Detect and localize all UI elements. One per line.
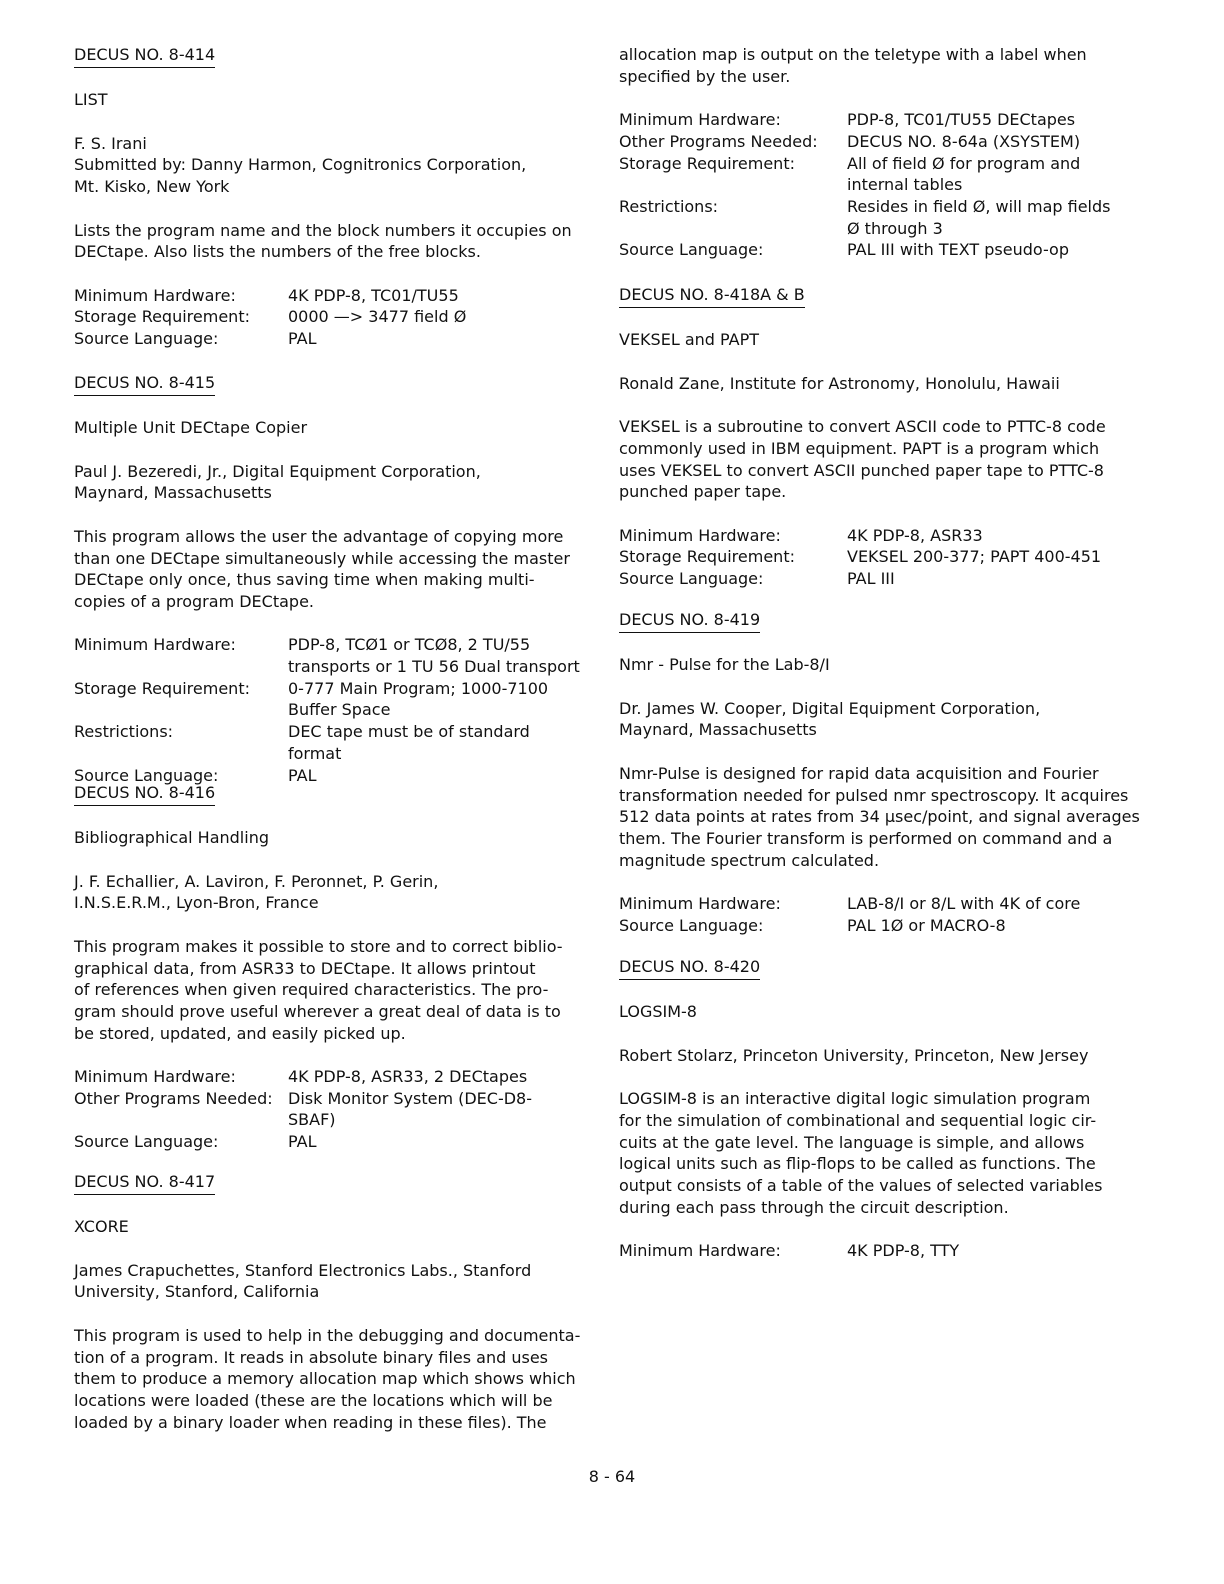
spec-value-line: DECUS NO. 8-64a (XSYSTEM) — [847, 131, 1081, 151]
description-line: locations were loaded (these are the locations which will be — [74, 1390, 553, 1410]
spec-value — [847, 915, 1149, 937]
spec-label: Restrictions: — [619, 196, 719, 216]
spec-value — [288, 1066, 584, 1088]
description-line: specified by the user. — [619, 66, 791, 86]
spec-value — [288, 1131, 584, 1153]
spec-value — [847, 239, 1149, 261]
page-number: 8 - 64 — [588, 1467, 636, 1486]
spec-value — [847, 131, 1149, 153]
spec-row — [74, 634, 584, 677]
spec-label: Restrictions: — [74, 722, 174, 742]
description-line: DECtape only once, thus saving time when making multi- — [74, 570, 535, 590]
spec-label: Storage Requirement: — [619, 153, 795, 173]
entry-header: DECUS NO. 8-418A & B — [619, 284, 805, 308]
author-line: J. F. Echallier, A. Laviron, F. Peronnet, P. Gerin, — [74, 871, 439, 891]
spec-row — [619, 239, 1149, 261]
author-line: Paul J. Bezeredi, Jr., Digital Equipment Corporation, — [74, 461, 481, 481]
description-line: graphical data, from ASR33 to DECtape. It allows printout — [74, 958, 536, 978]
spec-label: Minimum Hardware: — [74, 1067, 236, 1087]
spec-row — [74, 1131, 584, 1153]
author-line: Ronald Zane, Institute for Astronomy, Honolulu, Hawaii — [619, 373, 1060, 393]
spec-label: Minimum Hardware: — [619, 894, 781, 914]
spec-value — [288, 634, 584, 677]
entry-title: LIST — [74, 90, 108, 110]
entry-header: DECUS NO. 8-419 — [619, 609, 760, 633]
spec-label: Minimum Hardware: — [619, 110, 781, 130]
spec-row — [619, 1240, 1149, 1262]
spec-value — [288, 285, 584, 307]
spec-value — [847, 196, 1149, 239]
spec-value — [847, 546, 1149, 568]
spec-label: Minimum Hardware: — [74, 285, 236, 305]
description-line: copies of a program DECtape. — [74, 591, 314, 611]
entry-e418 — [619, 284, 1149, 590]
spec-row — [74, 678, 584, 721]
description-line: LOGSIM-8 is an interactive digital logic simulation program — [619, 1089, 1091, 1109]
entry-title: XCORE — [74, 1217, 129, 1237]
spec-value-line: LAB-8/I or 8/L with 4K of core — [847, 894, 1081, 914]
spec-label: Source Language: — [619, 915, 764, 935]
entry-e419 — [619, 609, 1149, 936]
entry-header: DECUS NO. 8-416 — [74, 782, 215, 806]
spec-value-line: PAL III — [847, 569, 895, 589]
description-line: This program is used to help in the debugging and documenta- — [74, 1325, 581, 1345]
author-line: F. S. Irani — [74, 133, 147, 153]
description-line: magnitude spectrum calculated. — [619, 850, 880, 870]
spec-label: Other Programs Needed: — [74, 1088, 273, 1108]
description-line: commonly used in IBM equipment. PAPT is a program which — [619, 438, 1100, 458]
spec-value-line: PDP-8, TCØ1 or TCØ8, 2 TU/55 — [288, 635, 531, 655]
spec-value-line: PAL — [288, 1132, 317, 1152]
spec-value-line: Ø through 3 — [847, 218, 943, 238]
entry-title: LOGSIM-8 — [619, 1002, 697, 1022]
spec-value — [288, 1088, 584, 1131]
spec-row — [74, 1088, 584, 1131]
spec-row — [619, 109, 1149, 131]
spec-label: Source Language: — [619, 569, 764, 589]
spec-label: Source Language: — [619, 240, 764, 260]
description-line: Nmr-Pulse is designed for rapid data acquisition and Fourier — [619, 763, 1099, 783]
spec-value — [847, 109, 1149, 131]
spec-value-line: PAL — [288, 329, 317, 349]
description-line: transformation needed for pulsed nmr spectroscopy. It acquires — [619, 785, 1129, 805]
description-line: gram should prove useful wherever a great deal of data is to — [74, 1001, 561, 1021]
spec-value-line: PDP-8, TC01/TU55 DECtapes — [847, 110, 1076, 130]
spec-value-line: 0-777 Main Program; 1000-7100 — [288, 678, 549, 698]
spec-value-line: 4K PDP-8, ASR33, 2 DECtapes — [288, 1067, 528, 1087]
description-line: them to produce a memory allocation map which shows which — [74, 1369, 576, 1389]
spec-value-line: PAL — [288, 765, 317, 785]
spec-value-line: SBAF) — [288, 1110, 336, 1130]
spec-value-line: PAL 1Ø or MACRO-8 — [847, 915, 1006, 935]
author-line: University, Stanford, California — [74, 1282, 320, 1302]
spec-label: Storage Requirement: — [74, 678, 250, 698]
author-line: Maynard, Massachusetts — [619, 720, 817, 740]
entry-e417cont — [619, 44, 1149, 261]
entry-header: DECUS NO. 8-414 — [74, 44, 215, 68]
spec-value-line: 0000 —> 3477 field Ø — [288, 307, 467, 327]
description-line: tion of a program. It reads in absolute binary files and uses — [74, 1347, 548, 1367]
author-line: Robert Stolarz, Princeton University, Princeton, New Jersey — [619, 1045, 1089, 1065]
spec-value-line: DEC tape must be of standard format — [288, 722, 530, 763]
spec-value — [288, 328, 584, 350]
description-line: for the simulation of combinational and sequential logic cir- — [619, 1110, 1097, 1130]
spec-value-line: PAL III with TEXT pseudo-op — [847, 240, 1069, 260]
spec-label: Minimum Hardware: — [74, 635, 236, 655]
entry-title: VEKSEL and PAPT — [619, 330, 759, 350]
spec-value — [288, 306, 584, 328]
entry-e415 — [74, 372, 584, 786]
spec-value-line: Disk Monitor System (DEC-D8- — [288, 1088, 532, 1108]
spec-row — [619, 525, 1149, 547]
spec-value-line: Buffer Space — [288, 700, 391, 720]
spec-label: Other Programs Needed: — [619, 131, 818, 151]
spec-value-line: internal tables — [847, 175, 963, 195]
entry-e417 — [74, 1171, 584, 1433]
entry-e420 — [619, 956, 1149, 1262]
spec-value-line: 4K PDP-8, TTY — [847, 1241, 960, 1261]
spec-row — [619, 153, 1149, 196]
spec-value — [847, 525, 1149, 547]
spec-value — [288, 678, 584, 721]
spec-row — [74, 328, 584, 350]
description-line: logical units such as flip-flops to be called as functions. The — [619, 1154, 1096, 1174]
description-line: be stored, updated, and easily picked up. — [74, 1023, 406, 1043]
description-line: This program allows the user the advantage of copying more — [74, 526, 564, 546]
spec-row — [619, 546, 1149, 568]
description-line: during each pass through the circuit description. — [619, 1197, 1009, 1217]
entry-e416 — [74, 782, 584, 1153]
spec-value-line: Resides in field Ø, will map fields — [847, 196, 1111, 216]
spec-label: Storage Requirement: — [74, 307, 250, 327]
spec-value — [847, 153, 1149, 196]
description-line: VEKSEL is a subroutine to convert ASCII code to PTTC-8 code — [619, 417, 1106, 437]
description-line: This program makes it possible to store and to correct biblio- — [74, 936, 563, 956]
spec-label: Minimum Hardware: — [619, 1241, 781, 1261]
author-line: James Crapuchettes, Stanford Electronics Labs., Stanford — [74, 1260, 532, 1280]
description-line: than one DECtape simultaneously while accessing the master — [74, 548, 570, 568]
description-line: uses VEKSEL to convert ASCII punched paper tape to PTTC-8 — [619, 460, 1104, 480]
spec-value-line: VEKSEL 200-377; PAPT 400-451 — [847, 547, 1102, 567]
spec-value — [847, 1240, 1149, 1262]
spec-row — [619, 131, 1149, 153]
spec-row — [74, 721, 584, 764]
spec-value — [847, 893, 1149, 915]
entry-header: DECUS NO. 8-420 — [619, 956, 760, 980]
spec-label: Minimum Hardware: — [619, 525, 781, 545]
spec-value-line: transports or 1 TU 56 Dual transport — [288, 657, 580, 677]
spec-value — [847, 568, 1149, 590]
spec-label: Source Language: — [74, 765, 219, 785]
spec-row — [74, 306, 584, 328]
author-line: Maynard, Massachusetts — [74, 483, 272, 503]
spec-value — [288, 721, 584, 764]
entry-title: Nmr - Pulse for the Lab-8/I — [619, 655, 830, 675]
spec-value-line: 4K PDP-8, TC01/TU55 — [288, 285, 459, 305]
description-line: output consists of a table of the values of selected variables — [619, 1175, 1103, 1195]
description-line: loaded by a binary loader when reading in these files). The — [74, 1412, 547, 1432]
entry-e414 — [74, 44, 584, 350]
spec-value-line: 4K PDP-8, ASR33 — [847, 525, 983, 545]
description-line: DECtape. Also lists the numbers of the free blocks. — [74, 242, 481, 262]
description-line: allocation map is output on the teletype with a label when — [619, 45, 1087, 64]
spec-value-line: All of field Ø for program and — [847, 153, 1081, 173]
entry-title: Bibliographical Handling — [74, 828, 269, 848]
spec-row — [74, 1066, 584, 1088]
entry-header: DECUS NO. 8-415 — [74, 372, 215, 396]
author-line: Mt. Kisko, New York — [74, 177, 230, 197]
spec-label: Storage Requirement: — [619, 547, 795, 567]
description-line: cuits at the gate level. The language is simple, and allows — [619, 1132, 1085, 1152]
spec-label: Source Language: — [74, 329, 219, 349]
author-line: Submitted by: Danny Harmon, Cognitronics Corporation, — [74, 155, 527, 175]
entry-header: DECUS NO. 8-417 — [74, 1171, 215, 1195]
description-line: of references when given required characteristics. The pro- — [74, 980, 549, 1000]
spec-row — [619, 893, 1149, 915]
spec-row — [619, 915, 1149, 937]
description-line: punched paper tape. — [619, 482, 787, 502]
author-line: Dr. James W. Cooper, Digital Equipment Corporation, — [619, 698, 1041, 718]
spec-label: Source Language: — [74, 1132, 219, 1152]
entry-title: Multiple Unit DECtape Copier — [74, 418, 308, 438]
description-line: Lists the program name and the block numbers it occupies on — [74, 220, 572, 240]
description-line: 512 data points at rates from 34 μsec/point, and signal averages — [619, 807, 1140, 827]
spec-row — [74, 285, 584, 307]
description-line: them. The Fourier transform is performed on command and a — [619, 828, 1113, 848]
spec-row — [619, 196, 1149, 239]
author-line: I.N.S.E.R.M., Lyon-Bron, France — [74, 893, 319, 913]
spec-row — [619, 568, 1149, 590]
